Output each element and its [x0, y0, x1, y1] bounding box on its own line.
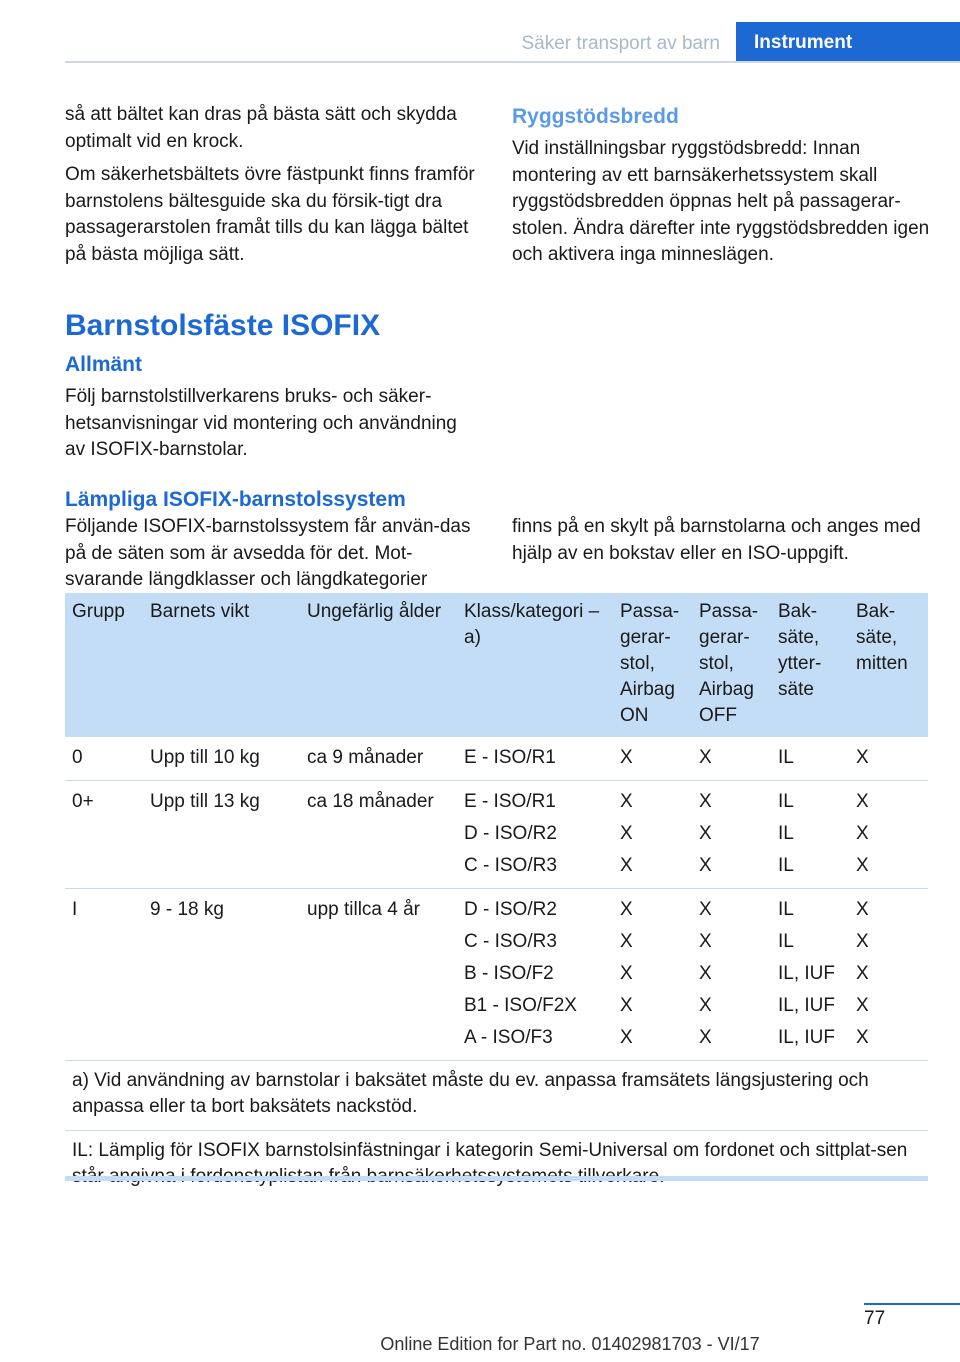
paragraph: Vid inställningsbar ryggstödsbredd: Innan montering av ett barnsäkerhetssystem skall ryggstödsbredden öppnas helt på passagerar‐stolen. Ändra därefter inte ryggstödsbredden igen och aktivera inga minneslägen.: [512, 138, 930, 265]
cell-rear-outer: IL IL IL, IUF IL, IUF IL, IUF: [771, 889, 849, 1061]
table-bottom-rule: [65, 1176, 928, 1181]
cell-class: E - ISO/R1 D - ISO/R2 C - ISO/R3: [457, 781, 613, 889]
cell-airbag-on: X: [613, 737, 692, 781]
column-header: Grupp: [65, 593, 143, 737]
column-header: Bak‐säte, ytter‐säte: [771, 593, 849, 737]
cell-airbag-on: X X X X X: [613, 889, 692, 1061]
paragraph: Om säkerhetsbältets övre fästpunkt finns framför barnstolens bältesguide ska du försik‐tigt dra passagerarstolen framåt tills du kan lägga bältet på bästa möjliga sätt.: [65, 164, 475, 265]
cell-airbag-off: X: [692, 737, 771, 781]
column-header: Klass/kategori – a): [457, 593, 613, 737]
cell-rear-middle: X X X: [849, 781, 928, 889]
cell-rear-middle: X X X X X: [849, 889, 928, 1061]
column-header: Barnets vikt: [143, 593, 300, 737]
cell-rear-outer: IL: [771, 737, 849, 781]
cell-airbag-off: X X X X X: [692, 889, 771, 1061]
table-header-row: [65, 593, 928, 737]
left-column-top: [65, 102, 480, 268]
paragraph: Följande ISOFIX-barnstolssystem får använ‐das på de säten som är avsedda för det. Mot‐svarande längdklasser och längdkategorier: [65, 516, 471, 590]
table-row: [65, 737, 928, 781]
column-header: Passa‐gerar‐stol, Airbag OFF: [692, 593, 771, 737]
cell-rear-middle: X: [849, 737, 928, 781]
isofix-table: [65, 593, 928, 1200]
cell-weight: Upp till 13 kg: [143, 781, 300, 889]
paragraph: så att bältet kan dras på bästa sätt och skydda optimalt vid en krock.: [65, 104, 457, 152]
cell-age: upp tillca 4 år: [300, 889, 457, 1061]
isofix-section: [65, 308, 480, 464]
cell-weight: Upp till 10 kg: [143, 737, 300, 781]
right-column-top: [512, 102, 932, 269]
page-number: 77: [864, 1308, 886, 1329]
chapter-title: Barnstolsfäste ISOFIX: [65, 309, 381, 342]
suitable-section: [65, 486, 495, 594]
paragraph: finns på en skylt på barnstolarna och anges med hjälp av en bokstav eller en ISO-uppgift.: [512, 516, 921, 564]
running-header-chapter: Instrument: [736, 22, 960, 63]
cell-rear-outer: IL IL IL: [771, 781, 849, 889]
header-rule: [65, 61, 960, 63]
cell-class: E - ISO/R1: [457, 737, 613, 781]
suitable-section-continued: [512, 514, 932, 567]
footer-edition: Online Edition for Part no. 01402981703 - VI/17: [380, 1334, 760, 1354]
table-row: [65, 781, 928, 889]
paragraph: Följ barnstolstillverkarens bruks- och säker‐hetsanvisningar vid montering och användning av ISOFIX-barnstolar.: [65, 386, 457, 460]
column-header: Bak‐säte, mitten: [849, 593, 928, 737]
table-footnote-il: IL: Lämplig för ISOFIX barnstolsinfästningar i kategorin Semi-Universal om fordonet och sittplat‐sen: [72, 1140, 908, 1161]
table-footnote-a: a) Vid användning av barnstolar i baksätet måste du ev. anpassa framsätets längsjustering och anpassa eller ta bort baksätets nackstöd.: [65, 1061, 928, 1131]
cell-group: I: [65, 889, 143, 1061]
section-heading-lampliga: Lämpliga ISOFIX-barnstolssystem: [65, 488, 406, 511]
cell-weight: 9 - 18 kg: [143, 889, 300, 1061]
cell-group: 0+: [65, 781, 143, 889]
column-header: Passa‐gerar‐stol, Airbag ON: [613, 593, 692, 737]
section-heading-allmant: Allmänt: [65, 353, 143, 376]
section-heading-ryggstodsbredd: Ryggstödsbredd: [512, 105, 679, 128]
column-header: Ungefärlig ålder: [300, 593, 457, 737]
cell-group: 0: [65, 737, 143, 781]
cell-class: D - ISO/R2 C - ISO/R3 B - ISO/F2 B1 - ISO/F2X A - ISO/F3: [457, 889, 613, 1061]
table-row: [65, 889, 928, 1061]
cell-age: ca 9 månader: [300, 737, 457, 781]
cell-age: ca 18 månader: [300, 781, 457, 889]
cell-airbag-off: X X X: [692, 781, 771, 889]
running-header-section: Säker transport av barn: [521, 33, 720, 54]
cell-airbag-on: X X X: [613, 781, 692, 889]
